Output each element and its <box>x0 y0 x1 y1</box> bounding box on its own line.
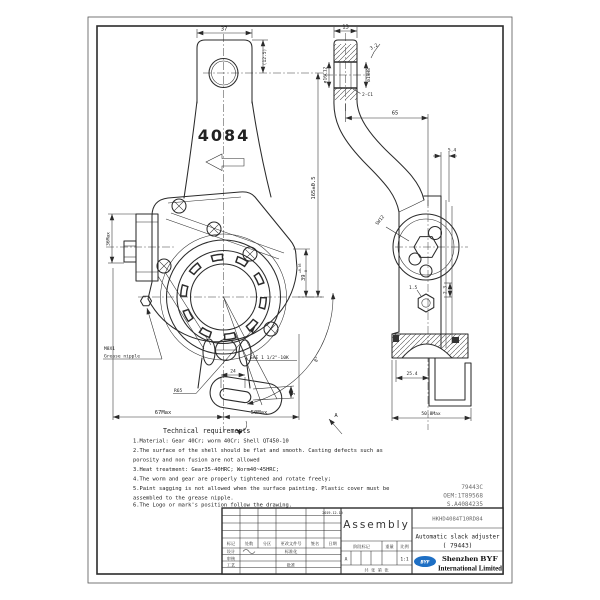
dim-chamfer: 2-C1 <box>362 93 374 98</box>
dim-50-8max: 50.8Max <box>421 412 441 417</box>
dim-50max: 50Max <box>250 410 268 416</box>
dim-8deg: 8° <box>314 356 322 364</box>
note-line: porosity and non fusion are not allowed <box>133 457 260 464</box>
direction-arrow-icon <box>206 154 244 171</box>
dim-165: 165±0.5 <box>311 176 317 200</box>
dim-2-3: 2.3 <box>443 285 449 295</box>
product-code: ( 79443) <box>442 542 473 550</box>
dim-25-4: 25.4 <box>406 372 418 377</box>
scale-value: 1:1 <box>400 557 409 563</box>
grease-nipple <box>141 296 152 306</box>
dim-5-4: 5.4 <box>447 148 457 154</box>
note-line: assembled to the grease nipple. <box>133 495 234 502</box>
dim-bore-16: ø16C12 <box>323 66 329 84</box>
svg-text:0: 0 <box>304 270 308 272</box>
design-date: 2019.12.10 <box>322 510 343 515</box>
view-title: Assembly <box>343 519 410 531</box>
note-line: 4.The worm and gear are properly tightened and rotate freely; <box>133 476 331 483</box>
stamp-4084: 4084 <box>197 126 251 145</box>
dim-39: 39 <box>301 274 307 281</box>
adjuster-hex-nut <box>418 294 434 312</box>
title-block <box>222 508 503 574</box>
reference-numbers <box>443 484 483 508</box>
note-line: 6.The Logo or mark's position follow the drawing. <box>133 502 293 509</box>
dim-13: 13 <box>342 24 349 31</box>
spline-callout: SAE 1 1/2"-10K <box>250 356 289 361</box>
ref-sa: S.A4084235 <box>446 501 483 508</box>
side-view <box>325 33 471 430</box>
dim-bore-19: ø19H8 <box>367 68 372 82</box>
svg-text:分区: 分区 <box>262 541 272 547</box>
worm-end-cap <box>124 214 158 281</box>
dim-37: 37 <box>220 26 228 33</box>
byf-logo-text: BYF <box>420 560 430 566</box>
svg-text:更改文件号: 更改文件号 <box>280 541 302 547</box>
ref-model: 79443C <box>461 484 483 491</box>
anchor-bracket <box>429 358 471 406</box>
note-line: 3.Heat treatment: Gear35-40HRC; Worm40~45HRC; <box>133 467 280 473</box>
dim-1-5: 1.5 <box>409 286 418 291</box>
svg-text:重量: 重量 <box>385 544 394 549</box>
technical-requirements <box>133 427 389 509</box>
part-number: HKHD4084T10RD84 <box>432 516 483 523</box>
svg-text:签名: 签名 <box>310 541 320 547</box>
svg-text:日期: 日期 <box>328 541 337 547</box>
svg-text:审核: 审核 <box>226 555 236 561</box>
svg-text:标准化: 标准化 <box>284 549 298 555</box>
company-name-1: Shenzhen BYF <box>442 554 499 563</box>
svg-text:设计: 设计 <box>226 549 236 555</box>
sheet-count: 共 张 第 张 <box>364 567 389 573</box>
notes-title: Technical requirements <box>163 427 251 435</box>
dim-r65: R65 <box>174 389 183 394</box>
svg-text:比例: 比例 <box>400 544 409 549</box>
nipple-label: Grease nipple <box>104 354 140 360</box>
note-line: 2.The surface of the shell should be flat and smooth. Casting defects such as <box>133 448 383 454</box>
svg-text:工艺: 工艺 <box>226 562 236 568</box>
dim-65: 65 <box>391 110 399 117</box>
dim-36max: 36Max <box>106 232 112 246</box>
nipple-thread: M8X1 <box>104 347 116 352</box>
ref-oem: OEM:1T89568 <box>443 492 483 500</box>
note-line: 5.Paint sagging is not allowed when the surface painting. Plastic cover must be <box>133 486 390 492</box>
dim-5: 5 <box>292 392 297 396</box>
dim-67max: 67Max <box>154 410 172 416</box>
product-name: Automatic slack adjuster <box>415 533 500 541</box>
dim-24: 24 <box>230 369 236 375</box>
dim-12-5: (12.5) <box>263 48 268 66</box>
svg-text:处数: 处数 <box>244 541 254 547</box>
note-line: 1.Material: Gear 40Cr; worm 40Cr; Shell QT450-10 <box>133 438 289 445</box>
section-label-a: A <box>334 413 338 419</box>
svg-text:标记: 标记 <box>226 541 236 547</box>
svg-text:阶段标记: 阶段标记 <box>353 544 370 549</box>
stage-mark: A <box>344 557 348 563</box>
company-name-2: International Limited <box>438 563 503 573</box>
svg-text:批准: 批准 <box>286 562 296 568</box>
section-arrow-icon <box>329 419 342 434</box>
surface-finish: 3.2 <box>369 43 380 52</box>
svg-text:+0.05: +0.05 <box>298 263 302 273</box>
clevis-end <box>198 339 284 416</box>
dim-sw12: SW12 <box>375 214 386 227</box>
